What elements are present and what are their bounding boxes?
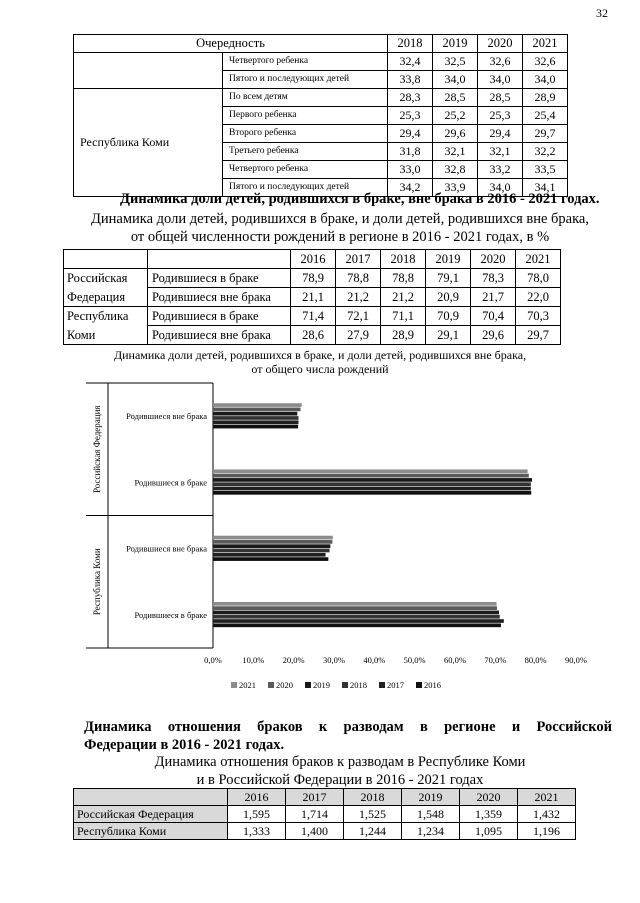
row-label: Республика Коми <box>74 823 228 840</box>
legend-swatch <box>268 682 274 688</box>
value-cell: 31,8 <box>388 143 433 161</box>
subheading-line: Динамика отношения браков к разводам в Республике Коми <box>154 754 526 770</box>
chart-title <box>60 348 580 376</box>
value-cell: 32,1 <box>433 143 478 161</box>
value-cell: 28,5 <box>478 89 523 107</box>
value-cell: 72,1 <box>336 307 381 326</box>
value-cell: 1,714 <box>286 806 344 823</box>
year-header: 2017 <box>336 250 381 269</box>
section-heading: Динамика доли детей, родившихся в браке, вне брака в 2016 - 2021 годах. <box>120 191 600 207</box>
table-row <box>64 307 561 326</box>
year-header: 2019 <box>433 35 478 53</box>
x-tick-label: 10,0% <box>242 655 265 665</box>
value-cell: 20,9 <box>426 288 471 307</box>
year-header: 2020 <box>478 35 523 53</box>
table-row <box>74 823 576 840</box>
order-header: Очередность <box>74 35 388 53</box>
region-cell: Федерация <box>64 288 148 307</box>
value-cell: 33,5 <box>523 161 568 179</box>
x-tick-label: 70,0% <box>484 655 507 665</box>
bar <box>213 619 504 623</box>
row-label: Родившиеся в браке <box>148 269 291 288</box>
bar <box>213 491 531 495</box>
value-cell: 21,2 <box>336 288 381 307</box>
bar <box>213 611 499 615</box>
births-chart <box>86 378 596 703</box>
value-cell: 71,1 <box>381 307 426 326</box>
legend-swatch <box>231 682 237 688</box>
value-cell: 32,5 <box>433 53 478 71</box>
legend-swatch <box>305 682 311 688</box>
bar <box>213 474 529 478</box>
value-cell: 32,6 <box>478 53 523 71</box>
value-cell: 78,0 <box>516 269 561 288</box>
bar <box>213 412 297 416</box>
row-label: Родившиеся в браке <box>148 307 291 326</box>
value-cell: 33,8 <box>388 71 433 89</box>
bar <box>213 615 500 619</box>
value-cell: 1,244 <box>344 823 402 840</box>
value-cell: 25,3 <box>478 107 523 125</box>
year-header: 2019 <box>426 250 471 269</box>
value-cell: 78,3 <box>471 269 516 288</box>
value-cell: 28,9 <box>381 326 426 345</box>
row-label: Родившиеся вне брака <box>148 326 291 345</box>
bar <box>213 549 330 553</box>
section-subheading: Динамика доли детей, родившихся в браке, и доли детей, родившихся вне брака, от общей численности рождений в регионе в 2016 - 2021 годах, в % <box>91 211 589 245</box>
value-cell: 1,400 <box>286 823 344 840</box>
year-header: 2018 <box>388 35 433 53</box>
year-header: 2018 <box>381 250 426 269</box>
value-cell: 21,1 <box>291 288 336 307</box>
bar <box>213 553 326 557</box>
value-cell: 78,8 <box>336 269 381 288</box>
value-cell: 32,2 <box>523 143 568 161</box>
bar <box>213 557 328 561</box>
value-cell: 21,2 <box>381 288 426 307</box>
row-label: Пятого и последующих детей <box>223 71 388 89</box>
value-cell: 32,8 <box>433 161 478 179</box>
table-header-row <box>74 789 576 806</box>
value-cell: 25,3 <box>388 107 433 125</box>
value-cell: 78,9 <box>291 269 336 288</box>
value-cell: 70,3 <box>516 307 561 326</box>
region-cell: Республика <box>64 307 148 326</box>
bar <box>213 606 497 610</box>
bar <box>213 425 298 429</box>
value-cell: 29,4 <box>388 125 433 143</box>
value-cell: 28,6 <box>291 326 336 345</box>
row-label: Родившиеся вне брака <box>148 288 291 307</box>
value-cell: 34,0 <box>433 71 478 89</box>
subheading-line: и в Российской Федерации в 2016 - 2021 годах <box>196 772 484 788</box>
table-header-row <box>64 250 561 269</box>
year-header: 2021 <box>523 35 568 53</box>
bar <box>213 623 501 627</box>
legend-label: 2021 <box>239 680 256 690</box>
bar <box>213 544 330 548</box>
table-row <box>64 288 561 307</box>
row-label: Первого ребенка <box>223 107 388 125</box>
row-label: Российская Федерация <box>74 806 228 823</box>
row-label: Четвертого ребенка <box>223 53 388 71</box>
table-row <box>64 326 561 345</box>
value-cell: 79,1 <box>426 269 471 288</box>
bar <box>213 420 299 424</box>
x-tick-label: 60,0% <box>444 655 466 665</box>
value-cell: 28,3 <box>388 89 433 107</box>
value-cell: 33,0 <box>388 161 433 179</box>
year-header: 2016 <box>291 250 336 269</box>
x-tick-label: 30,0% <box>323 655 345 665</box>
legend-label: 2017 <box>387 680 404 690</box>
value-cell: 29,4 <box>478 125 523 143</box>
value-cell: 32,4 <box>388 53 433 71</box>
section-subheading <box>80 753 600 789</box>
value-cell: 29,1 <box>426 326 471 345</box>
legend-label: 2019 <box>313 680 330 690</box>
value-cell: 25,2 <box>433 107 478 125</box>
x-tick-label: 40,0% <box>363 655 386 665</box>
marriage-divorce-table <box>73 788 576 840</box>
chart-title-line: от общего числа рождений <box>251 362 389 376</box>
value-cell: 34,1 <box>523 179 568 197</box>
region-cell: Российская <box>64 269 148 288</box>
legend-swatch <box>379 682 385 688</box>
value-cell: 32,1 <box>478 143 523 161</box>
bar <box>213 487 531 491</box>
x-tick-label: 0,0% <box>204 655 222 665</box>
year-header: 2020 <box>471 250 516 269</box>
category-label: Родившиеся вне брака <box>126 411 207 422</box>
category-label: Родившиеся вне брака <box>126 543 207 554</box>
value-cell: 33,9 <box>433 179 478 197</box>
category-label: Родившиеся в браке <box>134 477 207 488</box>
value-cell: 1,234 <box>402 823 460 840</box>
value-cell: 34,0 <box>478 179 523 197</box>
region-label: Российская Федерация <box>92 405 102 494</box>
value-cell: 28,9 <box>523 89 568 107</box>
value-cell: 29,6 <box>433 125 478 143</box>
table-row <box>64 269 561 288</box>
value-cell: 29,7 <box>516 326 561 345</box>
value-cell: 33,2 <box>478 161 523 179</box>
value-cell: 32,6 <box>523 53 568 71</box>
heading-line: Динамика отношения браков к разводам в регионе и Российской <box>84 719 612 735</box>
value-cell: 70,9 <box>426 307 471 326</box>
region-cell-blank <box>74 53 223 89</box>
birth-order-table <box>73 34 568 197</box>
value-cell: 1,333 <box>228 823 286 840</box>
value-cell: 27,9 <box>336 326 381 345</box>
blank-header <box>64 250 148 269</box>
legend-label: 2020 <box>276 680 293 690</box>
year-header: 2018 <box>344 789 402 806</box>
year-header: 2021 <box>516 250 561 269</box>
value-cell: 70,4 <box>471 307 516 326</box>
row-label: По всем детям <box>223 89 388 107</box>
value-cell: 1,359 <box>460 806 518 823</box>
value-cell: 1,548 <box>402 806 460 823</box>
row-label: Четвертого ребенка <box>223 161 388 179</box>
value-cell: 29,7 <box>523 125 568 143</box>
region-label: Республика Коми <box>92 548 102 616</box>
chart-title-line: Динамика доли детей, родившихся в браке, и доли детей, родившихся вне брака, <box>113 348 527 362</box>
bar <box>213 540 332 544</box>
category-label: Родившиеся в браке <box>134 609 207 620</box>
year-header: 2019 <box>402 789 460 806</box>
value-cell: 1,525 <box>344 806 402 823</box>
value-cell: 71,4 <box>291 307 336 326</box>
row-label: Второго ребенка <box>223 125 388 143</box>
region-cell: Республика Коми <box>74 89 223 197</box>
bar <box>213 408 301 412</box>
value-cell: 1,432 <box>518 806 576 823</box>
value-cell: 21,7 <box>471 288 516 307</box>
x-tick-label: 20,0% <box>282 655 305 665</box>
year-header: 2021 <box>518 789 576 806</box>
bar <box>213 482 531 486</box>
table-header-row <box>74 35 568 53</box>
heading-line: Федерации в 2016 - 2021 годах. <box>84 737 285 753</box>
section-heading <box>84 718 612 754</box>
bar <box>213 602 497 606</box>
legend-swatch <box>416 682 422 688</box>
legend-swatch <box>342 682 348 688</box>
year-header: 2020 <box>460 789 518 806</box>
year-header: 2017 <box>286 789 344 806</box>
value-cell: 1,595 <box>228 806 286 823</box>
value-cell: 34,0 <box>478 71 523 89</box>
table-row <box>74 53 568 71</box>
births-marriage-table <box>63 249 561 345</box>
value-cell: 29,6 <box>471 326 516 345</box>
x-tick-label: 80,0% <box>524 655 547 665</box>
region-cell: Коми <box>64 326 148 345</box>
value-cell: 34,0 <box>523 71 568 89</box>
value-cell: 1,196 <box>518 823 576 840</box>
legend-label: 2016 <box>424 680 441 690</box>
table-row <box>74 806 576 823</box>
legend-label: 2018 <box>350 680 367 690</box>
value-cell: 25,4 <box>523 107 568 125</box>
bar <box>213 469 528 473</box>
blank-header <box>74 789 228 806</box>
bar <box>213 403 302 407</box>
page-number: 32 <box>596 6 608 20</box>
blank-header <box>148 250 291 269</box>
value-cell: 78,8 <box>381 269 426 288</box>
bar <box>213 536 333 540</box>
table-row <box>74 89 568 107</box>
x-tick-label: 50,0% <box>403 655 426 665</box>
row-label: Третьего ребенка <box>223 143 388 161</box>
row-label: Пятого и последующих детей <box>223 179 388 197</box>
year-header: 2016 <box>228 789 286 806</box>
value-cell: 28,5 <box>433 89 478 107</box>
bar <box>213 478 532 482</box>
value-cell: 34,2 <box>388 179 433 197</box>
bar <box>213 416 299 420</box>
x-tick-label: 90,0% <box>565 655 587 665</box>
value-cell: 1,095 <box>460 823 518 840</box>
value-cell: 22,0 <box>516 288 561 307</box>
